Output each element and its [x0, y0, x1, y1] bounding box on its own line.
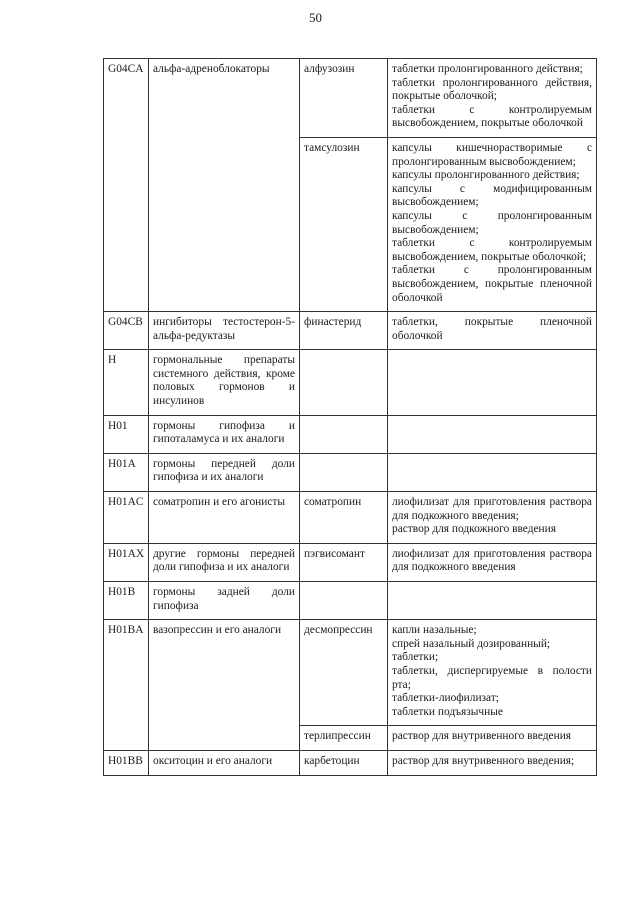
dosage-forms [388, 59, 597, 138]
drug-name: терлипрессин [300, 726, 388, 751]
dosage-form: таблетки с контролируемым высвобождением, покрытые оболочкой; [392, 237, 592, 263]
atc-code: H01AX [104, 543, 149, 581]
dosage-forms [388, 543, 597, 581]
group-text: ингибиторы тестостерон-5-альфа-редуктазы [153, 316, 295, 342]
atc-code: H01A [104, 453, 149, 491]
group-text: гормоны гипофиза и гипоталамуса и их аналоги [153, 419, 295, 446]
dosage-forms [388, 750, 597, 775]
group-text: гормоны передней доли гипофиза и их аналоги [153, 457, 295, 484]
dosage-form: лиофилизат для приготовления раствора для подкожного введения [392, 547, 592, 574]
dosage-form: капсулы кишечнорастворимые с пролонгированным высвобождением; [392, 141, 592, 168]
dosage-form: таблетки, покрытые пленочной оболочкой [392, 316, 592, 342]
dosage-form: раствор для внутривенного введения; [392, 754, 575, 767]
group-text: соматропин и его агонисты [153, 496, 286, 509]
drug-name: тамсулозин [300, 137, 388, 311]
dosage-form: раствор для подкожного введения [392, 523, 556, 536]
drug-name: финастерид [300, 312, 388, 350]
group-text: гормоны задней доли гипофиза [153, 586, 295, 612]
drug-list-table [103, 58, 597, 776]
dosage-form: таблетки, диспергируемые в полости рта; [392, 664, 592, 691]
group-text: другие гормоны передней доли гипофиза и их аналоги [153, 547, 295, 574]
atc-code: H01B [104, 582, 149, 620]
drug-name [300, 453, 388, 491]
dosage-forms [388, 137, 597, 311]
dosage-form: таблетки подъязычные [392, 705, 503, 718]
atc-code: H01 [104, 415, 149, 453]
dosage-form: капсулы с модифицированным высвобождением; [392, 182, 592, 209]
drug-name: пэгвисомант [300, 543, 388, 581]
table-row [104, 582, 597, 620]
dosage-form: капсулы пролонгированного действия; [392, 169, 580, 182]
table-row [104, 543, 597, 581]
table-row [104, 59, 597, 138]
atc-code: H01BB [104, 750, 149, 775]
pharmacological-group [149, 350, 300, 415]
dosage-form: таблетки пролонгированного действия, покрытые оболочкой; [392, 76, 592, 103]
dosage-forms [388, 350, 597, 415]
drug-name: соматропин [300, 492, 388, 544]
pharmacological-group [149, 620, 300, 751]
dosage-forms [388, 492, 597, 544]
atc-code: G04CB [104, 312, 149, 350]
dosage-forms [388, 415, 597, 453]
atc-code: H01BA [104, 620, 149, 751]
pharmacological-group [149, 750, 300, 775]
dosage-form: спрей назальный дозированный; [392, 637, 551, 650]
table-row [104, 415, 597, 453]
atc-code: H [104, 350, 149, 415]
dosage-forms [388, 312, 597, 350]
pharmacological-group [149, 492, 300, 544]
page-number: 50 [309, 10, 322, 25]
drug-name [300, 415, 388, 453]
table-row [104, 312, 597, 350]
table-row [104, 620, 597, 726]
table-row [104, 492, 597, 544]
pharmacological-group [149, 312, 300, 350]
group-text: гормональные препараты системного действия, кроме половых гормонов и инсулинов [153, 354, 295, 408]
dosage-form: капсулы с пролонгированным высвобождением; [392, 209, 592, 236]
group-text: вазопрессин и его аналоги [153, 624, 282, 637]
pharmacological-group [149, 543, 300, 581]
drug-name [300, 350, 388, 415]
pharmacological-group [149, 415, 300, 453]
pharmacological-group [149, 453, 300, 491]
pharmacological-group [149, 59, 300, 312]
drug-name: алфузозин [300, 59, 388, 138]
dosage-form: раствор для внутривенного введения [392, 730, 572, 743]
table-row [104, 350, 597, 415]
dosage-forms [388, 582, 597, 620]
pharmacological-group [149, 582, 300, 620]
dosage-forms [388, 620, 597, 726]
dosage-form: таблетки; [392, 651, 439, 664]
drug-name: десмопрессин [300, 620, 388, 726]
dosage-form: таблетки пролонгированного действия; [392, 63, 583, 75]
group-text: окситоцин и его аналоги [153, 754, 273, 767]
table-row [104, 750, 597, 775]
dosage-forms [388, 726, 597, 751]
dosage-form: таблетки с пролонгированным высвобождением, покрытые пленочной оболочкой [392, 264, 592, 304]
dosage-form: таблетки-лиофилизат; [392, 692, 499, 705]
atc-code: H01AC [104, 492, 149, 544]
atc-code: G04CA [104, 59, 149, 312]
group-text: альфа-адреноблокаторы [153, 63, 270, 75]
dosage-forms [388, 453, 597, 491]
dosage-form: капли назальные; [392, 624, 477, 637]
dosage-form: лиофилизат для приготовления раствора для подкожного введения; [392, 496, 592, 522]
drug-name: карбетоцин [300, 750, 388, 775]
drug-name [300, 582, 388, 620]
table-row [104, 453, 597, 491]
dosage-form: таблетки с контролируемым высвобождением, покрытые оболочкой [392, 103, 592, 130]
